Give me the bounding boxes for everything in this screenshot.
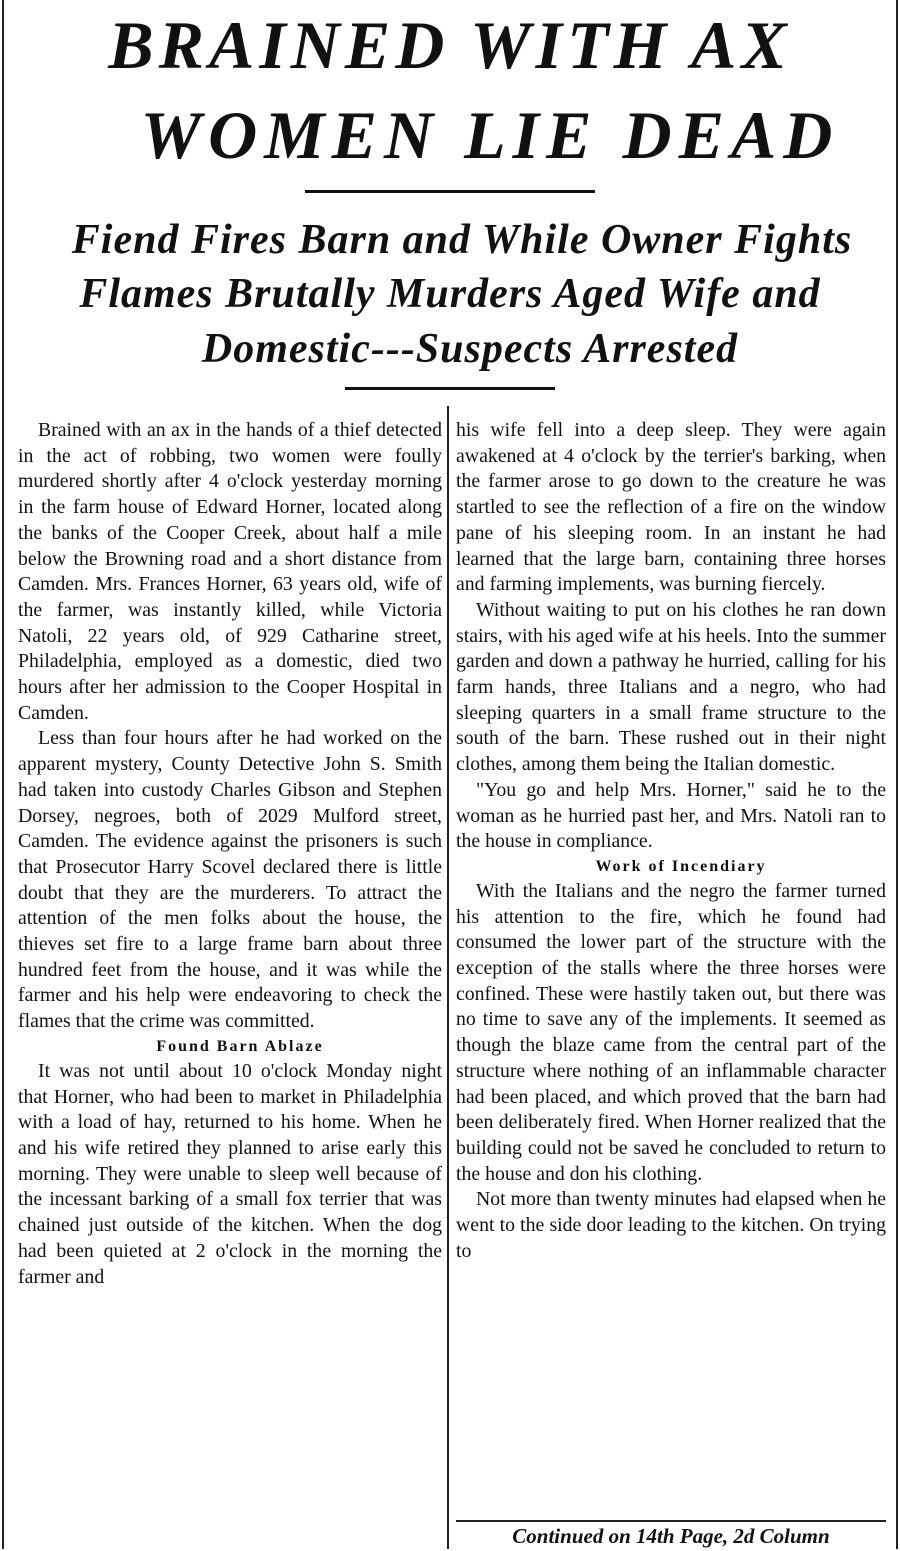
paragraph: his wife fell into a deep sleep. They were again awakened at 4 o'clock by the terrier's barking, when the farmer arose to go down to the creature he was startled to see the reflection of a fire on the window pane of his sleeping room. In an instant he had learned that the large barn, containing three horses and farming implements, was burning fiercely. — [456, 419, 886, 596]
left-border-rule — [2, 0, 4, 1549]
paragraph: With the Italians and the negro the farmer turned his attention to the fire, which he found had consumed the lower part of the structure with the exception of the stalls where the three horses were confined. These were hastily taken out, but there was no time to save any of the implements. It seemed as though the blaze came from the central part of the structure where nothing of an inflammable character had been placed, and which proved that the barn had been deliberately fired. When Horner realized that the building could not be saved he concluded to return to the house and don his clothing. — [456, 879, 886, 1185]
paragraph: "You go and help Mrs. Horner," said he to the woman as he hurried past her, and Mrs. Natoli ran to the house in compliance. — [456, 778, 886, 853]
deck-line-2: Flames Brutally Murders Aged Wife and — [79, 271, 821, 317]
headline-divider — [305, 190, 595, 193]
paragraph: Without waiting to put on his clothes he ran down stairs, with his aged wife at his heels. Into the summer garden and down a pathway he hurried, calling for his farm hands, three Italians and a negro, who had sleeping quarters in a small frame structure to the south of the barn. These rushed out in their night clothes, among them being the Italian domestic. — [456, 598, 886, 776]
continued-notice: Continued on 14th Page, 2d Column — [456, 1520, 886, 1551]
subheading: Found Barn Ablaze — [156, 1037, 324, 1055]
deck-line-1: Fiend Fires Barn and While Owner Fights — [71, 217, 853, 263]
headline-line-1: BRAINED WITH AX — [108, 7, 792, 83]
headline-line-2: WOMEN LIE DEAD — [140, 97, 840, 173]
column-divider — [447, 406, 449, 1549]
article-column-1 — [18, 418, 442, 1290]
paragraph: Not more than twenty minutes had elapsed when he went to the side door leading to the kitchen. On trying to — [456, 1188, 886, 1262]
article-column-2 — [456, 418, 886, 1265]
subheading: Work of Incendiary — [595, 857, 767, 875]
paragraph: Brained with an ax in the hands of a thief detected in the act of robbing, two women were foully murdered shortly after 4 o'clock yesterday morning in the farm house of Edward Horner, located along the banks of the Cooper Creek, about half a mile below the Browning road and a short distance from Camden. Mrs. Frances Horner, 63 years old, wife of the farmer, was instantly killed, while Victoria Natoli, 22 years old, of 929 Catharine street, Philadelphia, employed as a domestic, died two hours after her admission to the Cooper Hospital in Camden. — [18, 419, 442, 724]
paragraph: Less than four hours after he had worked on the apparent mystery, County Detective John S. Smith had taken into custody Charles Gibson and Stephen Dorsey, negroes, both of 2029 Mulford street, Camden. The evidence against the prisoners is such that Prosecutor Harry Scovel declared there is little doubt that they are the murderers. To attract the attention of the men folks about the house, the thieves set fire to a large frame barn about three hundred feet from the house, and it was while the farmer and his help were endeavoring to check the flames that the crime was committed. — [18, 727, 442, 1033]
deck-line-3: Domestic---Suspects Arrested — [201, 326, 739, 372]
paragraph: It was not until about 10 o'clock Monday night that Horner, who had been to market in Philadelphia with a load of hay, returned to his home. When he and his wife retired they planned to arise early this morning. They were unable to sleep well because of the incessant barking of a small fox terrier that was chained just outside of the kitchen. When the dog had been quieted at 2 o'clock in the morning the farmer and — [18, 1059, 442, 1288]
deck-divider — [345, 387, 555, 390]
